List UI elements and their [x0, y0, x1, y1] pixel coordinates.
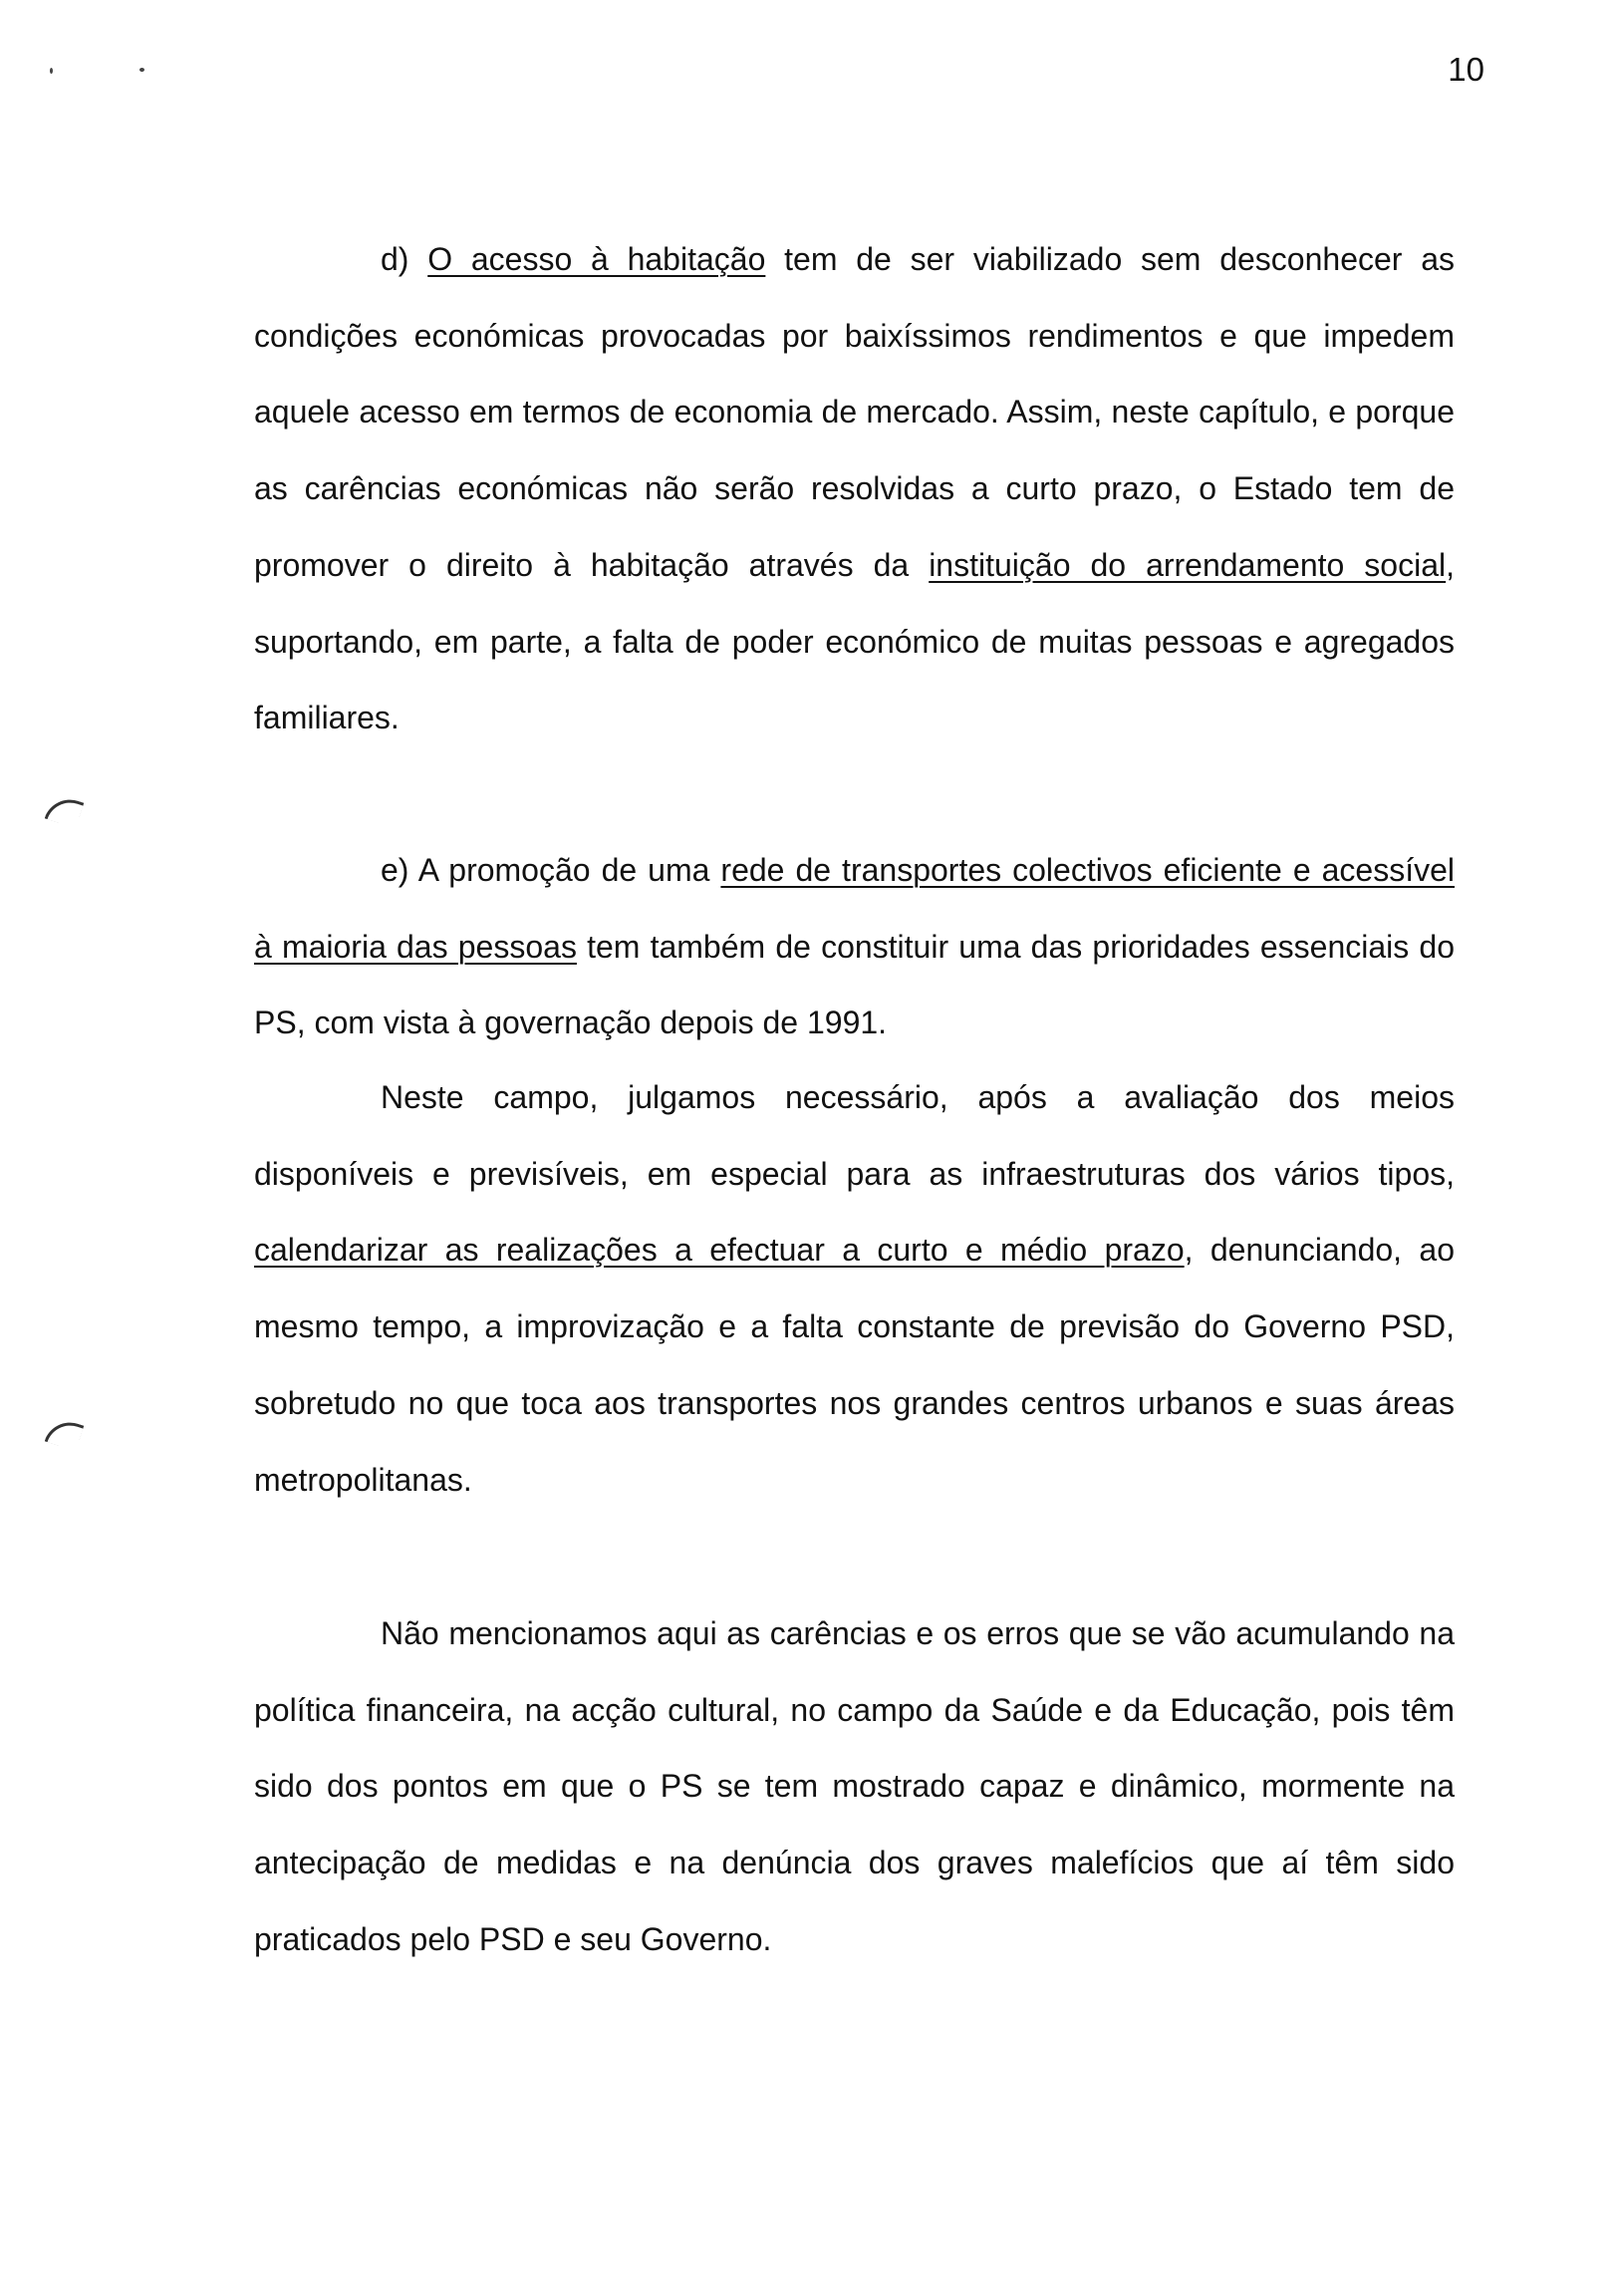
paragraph-field-planning — [254, 1059, 1455, 1518]
underlined-phrase: calendarizar as realizações a efectuar a curto e médio prazo — [254, 1232, 1185, 1269]
underlined-phrase: instituição do arrendamento social — [929, 546, 1447, 583]
paragraph-text: Neste campo, julgamos necessário, após a avaliação dos meios disponíveis e previsíveis, em especial para as infraestruturas dos vários tipos, — [254, 1079, 1455, 1192]
paragraph-closing — [254, 1595, 1455, 1978]
paragraph-text: tem também de constituir uma das prioridades essenciais do PS, com vista à governação depois de 1991. — [254, 928, 1456, 1041]
underlined-phrase: O acesso à habitação — [427, 241, 766, 277]
binder-hole-mark — [45, 1416, 85, 1452]
scan-speck — [139, 68, 144, 72]
paragraph-text: , suportando, em parte, a falta de poder económico de muitas pessoas e agregados familiares. — [254, 546, 1456, 736]
paragraph-text: Não mencionamos aqui as carências e os erros que se vão acumulando na política financeira, na acção cultural, no campo da Saúde e da Educação, pois têm sido dos pontos em que o PS se tem mostrado capaz e dinâmico, mormente na antecipação de medidas e na denúncia dos graves malefícios que aí têm sido praticados pelo PSD e seu Governo. — [254, 1615, 1455, 1957]
paragraph-text: tem de ser viabilizado sem desconhecer as condições económicas provocadas por baixíssimos rendimentos e que impedem aquele acesso em termos de economia de mercado. Assim, neste capítulo, e porque as carências económicas não serão resolvidas a curto prazo, o Estado tem de promover o direito à habitação através da — [254, 241, 1456, 583]
paragraph-text: d) — [381, 241, 428, 277]
underlined-phrase: rede de transportes colectivos eficiente e acessível à maioria das pessoas — [254, 852, 1455, 965]
scan-speck — [50, 68, 53, 74]
page-number: 10 — [1448, 51, 1484, 88]
paragraph-text: , denunciando, ao mesmo tempo, a improvização e a falta constante de previsão do Governo PSD, sobretudo no que toca aos transportes nos grandes centros urbanos e suas áreas metropolitanas. — [254, 1232, 1456, 1498]
paragraph-d-housing — [254, 221, 1455, 756]
paragraph-e-transport — [254, 832, 1455, 1061]
binder-hole-mark — [45, 793, 85, 829]
paragraph-text: e) A promoção de uma — [381, 852, 721, 888]
